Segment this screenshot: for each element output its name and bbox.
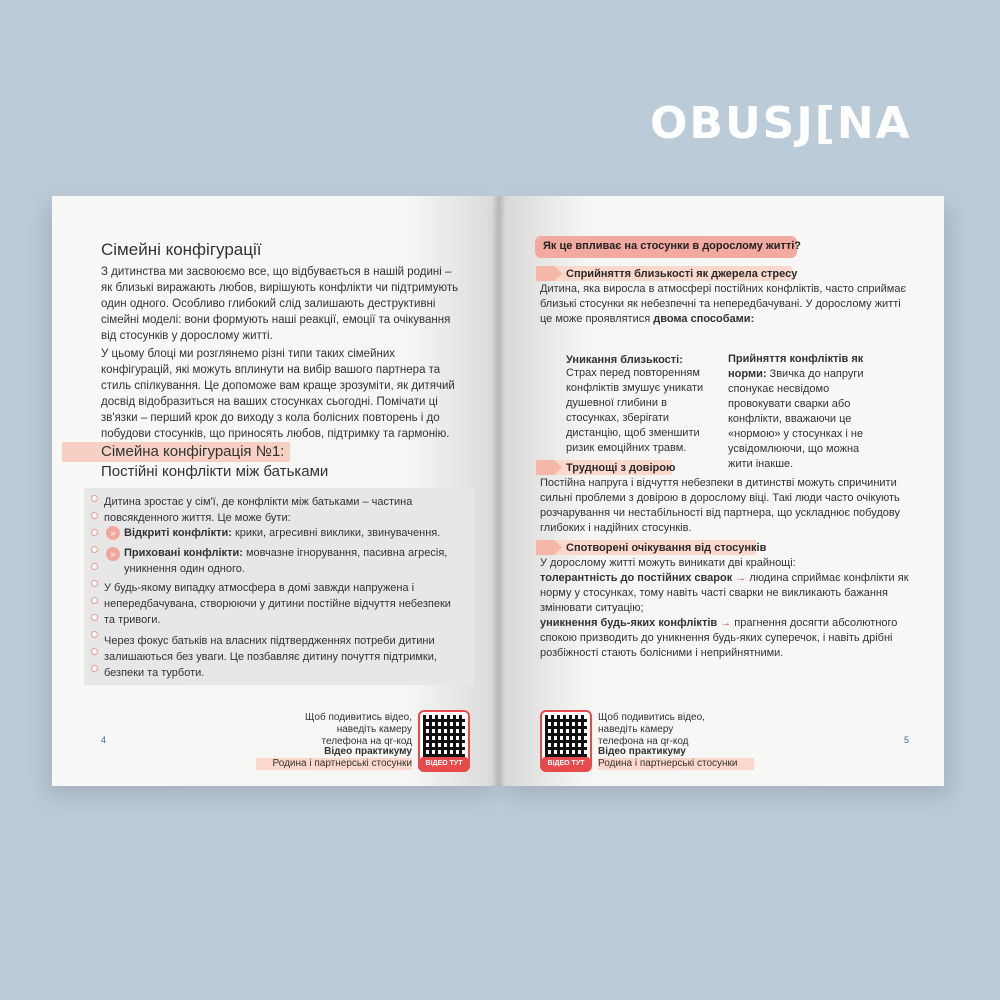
book-spine	[492, 196, 506, 786]
col2-text: Прийняття конфліктів як норми: Звичка до напруги спонукає несвідомо провокувати сварки або конфлікти, вважаючи це «нормою» у стосунках і не усвідомлюючи, що можна жити інакше.	[728, 353, 864, 470]
binder-dot	[91, 563, 98, 570]
section1-text: Дитина, яка виросла в атмосфері постійних конфліктів, часто сприймає близькі стосунки як небезпечні та непередбачувані. У дорослому житті це може проявлятися двома способами:	[540, 283, 907, 325]
question-heading: Як це впливає на стосунки в дорослому житті?	[543, 240, 802, 252]
box-paragraph-1: Дитина зростає у сім'ї, де конфлікти між батьками – частина повсякденного життя. Це може бути:	[104, 496, 413, 524]
bullet-open-conflicts: Відкриті конфлікти: крики, агресивні виклики, звинувачення.	[124, 527, 441, 539]
arrow-right-icon: →	[735, 572, 747, 584]
section3-title: Спотворені очікування від стосунків	[566, 542, 767, 554]
page-title: Сімейні конфігурації	[101, 240, 262, 259]
chevron-right-icon: »	[106, 547, 120, 561]
section3-text: У дорослому житті можуть виникати дві крайнощі:	[540, 557, 796, 569]
arrow-right-icon: →	[720, 617, 732, 629]
config-title-line2: Постійні конфлікти між батьками	[101, 463, 329, 480]
section3-item2: уникнення будь-яких конфліктів → прагнення досягти абсолютного спокою призводить до уникнення будь-яких суперечок, і навіть дрібні розбіжності стають болісними і неприйнятними.	[540, 617, 898, 659]
bullet-hidden-conflicts: Приховані конфлікти: мовчазне ігнорування, пасивна агресія, уникнення один одного.	[124, 547, 448, 575]
qr-code-left[interactable]	[423, 715, 465, 757]
section2-text: Постійна напруга і відчуття небезпеки в дитинстві можуть спричинити сильні проблеми з довірою в дорослому віці. Такі люди часто очікують розчарування чи нестабільності від партнера, що ускладнює побудову глибоких і надійних стосунків.	[540, 477, 900, 534]
binder-dot	[91, 546, 98, 553]
video-title-left: Відео практикуму	[324, 746, 412, 757]
qr-label-left: ВІДЕО ТУТ	[420, 757, 468, 771]
section2-title: Труднощі з довірою	[566, 462, 676, 474]
binder-dot	[91, 597, 98, 604]
col1-text: Страх перед повторенням конфліктів змушує уникати душевної глибини в стосунках, зберігати дистанцію, щоб зменшити ризик емоційних травм.	[566, 367, 704, 454]
page-number-right: 5	[904, 735, 910, 745]
binder-dot	[91, 665, 98, 672]
chevron-right-icon: »	[106, 526, 120, 540]
intro-paragraph-2: У цьому блоці ми розглянемо різні типи таких сімейних конфігурацій, які можуть вплинути на вибір вашого партнера та стиль спілкування. Це допоможе вам краще зрозуміти, як дитячий досвід відобразиться на ваших стосунках сьогодні. Помічати ці зв'язки – перший крок до виходу з кола болісних повторень і до побудови стосунків, що приносять любов, підтримку та гармонію.	[101, 348, 455, 440]
box-paragraph-2: У будь-якому випадку атмосфера в домі завжди напружена і непередбачувана, створюючи у дитини постійне відчуття небезпеки та тривоги.	[104, 582, 451, 626]
brand-logo: OBUSJ[NA	[650, 98, 912, 149]
section1-title: Сприйняття близькості як джерела стресу	[566, 268, 798, 280]
binder-dot	[91, 648, 98, 655]
qr-hint-left: Щоб подивитись відео, наведіть камеру телефона на qr-код	[305, 712, 412, 747]
intro-paragraph-1: З дитинства ми засвоюємо все, що відбувається в нашій родині – як близькі виражають любов, вирішують конфлікти чи підтримують один одного. Особливо глибокий слід залишають деструктивні сімейні моделі: вони формують наші реакції, емоції та очікування від стосунків у дорослому житті.	[101, 266, 459, 342]
section3-item1: толерантність до постійних сварок → людина сприймає конфлікти як норму у стосунках, тому навіть часті сварки не викликають бажання змінювати ситуацію;	[540, 572, 909, 614]
binder-dot	[91, 631, 98, 638]
binder-dot	[91, 495, 98, 502]
binder-dot	[91, 614, 98, 621]
binder-dot	[91, 512, 98, 519]
col1-title: Уникання близькості:	[566, 354, 683, 366]
video-title-right: Відео практикуму	[598, 746, 686, 757]
video-subtitle-right[interactable]: Родина і партнерські стосунки	[598, 758, 754, 770]
box-paragraph-3: Через фокус батьків на власних підтвердженнях потреби дитини залишаються без уваги. Це позбавляє дитину почуття підтримки, безпеки та турботи.	[104, 635, 437, 679]
qr-hint-right: Щоб подивитись відео, наведіть камеру телефона на qr-код	[598, 712, 705, 747]
page-number-left: 4	[101, 735, 107, 745]
video-subtitle-left[interactable]: Родина і партнерські стосунки	[256, 758, 412, 770]
qr-label-right: ВІДЕО ТУТ	[542, 757, 590, 771]
qr-code-right[interactable]	[545, 715, 587, 757]
binder-dot	[91, 580, 98, 587]
binder-dot	[91, 529, 98, 536]
config-title-line1: Сімейна конфігурація №1:	[101, 443, 285, 460]
